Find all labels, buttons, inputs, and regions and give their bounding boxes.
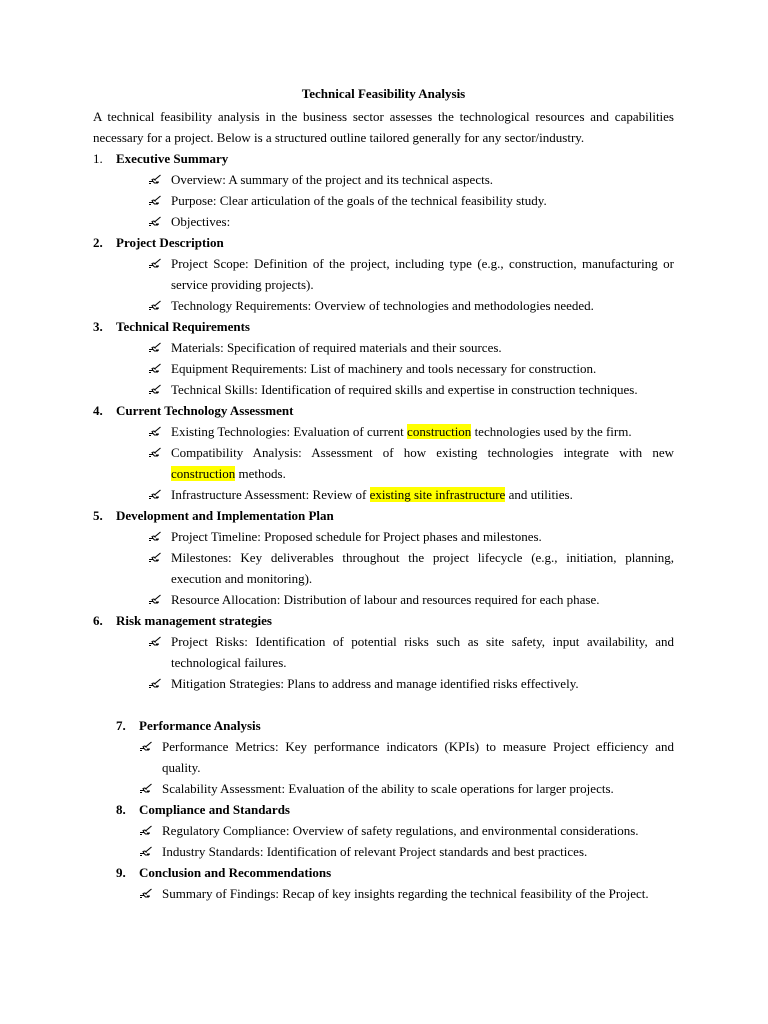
writing-hand-icon bbox=[148, 421, 164, 442]
list-item bbox=[139, 736, 674, 778]
section-heading bbox=[116, 715, 674, 736]
item-text-pre: Existing Technologies: Evaluation of current bbox=[171, 424, 408, 439]
list-item bbox=[148, 379, 674, 400]
list-item bbox=[148, 337, 674, 358]
section-number: 6. bbox=[93, 613, 103, 628]
section-number: 2. bbox=[93, 235, 103, 250]
writing-hand-icon bbox=[148, 358, 164, 379]
writing-hand-icon bbox=[139, 820, 155, 841]
section-executive-summary bbox=[93, 148, 674, 232]
section-number: 3. bbox=[93, 319, 103, 334]
bullet-list bbox=[148, 253, 674, 316]
section-number: 4. bbox=[93, 403, 103, 418]
list-item bbox=[148, 169, 674, 190]
section-performance-analysis bbox=[116, 715, 674, 799]
writing-hand-icon bbox=[148, 379, 164, 400]
list-item bbox=[139, 820, 674, 841]
item-text: Regulatory Compliance: Overview of safety regulations, and environmental considerations. bbox=[162, 823, 639, 838]
list-item bbox=[148, 526, 674, 547]
list-item bbox=[148, 190, 674, 211]
item-text: Project Timeline: Proposed schedule for Project phases and milestones. bbox=[171, 529, 542, 544]
list-item bbox=[148, 358, 674, 379]
writing-hand-icon bbox=[148, 631, 164, 652]
section-title: Current Technology Assessment bbox=[116, 403, 294, 418]
writing-hand-icon bbox=[148, 211, 164, 232]
writing-hand-icon bbox=[148, 589, 164, 610]
section-number: 1. bbox=[93, 151, 103, 166]
section-current-technology-assessment bbox=[93, 400, 674, 505]
list-item bbox=[148, 547, 674, 589]
item-text: Technology Requirements: Overview of technologies and methodologies needed. bbox=[171, 298, 594, 313]
section-number: 7. bbox=[116, 718, 126, 733]
item-text-pre: Compatibility Analysis: Assessment of how existing technologies integrate with new bbox=[171, 445, 674, 460]
bullet-list bbox=[148, 526, 674, 610]
writing-hand-icon bbox=[139, 736, 155, 757]
item-text: Technical Skills: Identification of required skills and expertise in construction techniques. bbox=[171, 382, 638, 397]
list-item bbox=[148, 442, 674, 484]
highlighted-text: existing site infrastructure bbox=[369, 487, 506, 502]
section-title: Risk management strategies bbox=[116, 613, 272, 628]
item-text: Performance Metrics: Key performance indicators (KPIs) to measure Project efficiency and quality. bbox=[162, 739, 674, 775]
intro-paragraph: A technical feasibility analysis in the business sector assesses the technological resources and capabilities necessary for a project. Below is a structured outline tailored generally for any sector/industry. bbox=[93, 109, 674, 145]
section-number: 8. bbox=[116, 802, 126, 817]
item-text: Overview: A summary of the project and its technical aspects. bbox=[171, 172, 494, 187]
section-heading bbox=[116, 862, 674, 883]
writing-hand-icon bbox=[148, 547, 164, 568]
section-heading bbox=[93, 148, 674, 169]
list-item bbox=[148, 253, 674, 295]
bullet-list bbox=[148, 337, 674, 400]
item-text: Resource Allocation: Distribution of labour and resources required for each phase. bbox=[171, 592, 600, 607]
bullet-list bbox=[139, 820, 674, 862]
item-text: Project Risks: Identification of potential risks such as site safety, input availability, and technological failures. bbox=[171, 634, 674, 670]
writing-hand-icon bbox=[148, 190, 164, 211]
section-heading bbox=[93, 610, 674, 631]
section-title: Project Description bbox=[116, 235, 224, 250]
document-title: Technical Feasibility Analysis bbox=[301, 86, 466, 101]
writing-hand-icon bbox=[148, 484, 164, 505]
writing-hand-icon bbox=[148, 295, 164, 316]
highlighted-text: construction bbox=[407, 424, 472, 439]
item-text: Purpose: Clear articulation of the goals of the technical feasibility study. bbox=[171, 193, 547, 208]
item-text: Objectives: bbox=[171, 214, 231, 229]
bullet-list bbox=[139, 736, 674, 799]
item-text-pre: Infrastructure Assessment: Review of bbox=[171, 487, 370, 502]
section-risk-management bbox=[93, 610, 674, 694]
section-title: Conclusion and Recommendations bbox=[139, 865, 332, 880]
highlighted-text: construction bbox=[171, 466, 236, 481]
bullet-list bbox=[148, 421, 674, 505]
writing-hand-icon bbox=[148, 337, 164, 358]
list-item bbox=[148, 211, 674, 232]
list-item bbox=[139, 841, 674, 862]
list-item bbox=[148, 295, 674, 316]
list-item bbox=[148, 589, 674, 610]
bullet-list bbox=[139, 883, 674, 904]
writing-hand-icon bbox=[148, 442, 164, 463]
list-item bbox=[148, 673, 674, 694]
list-item bbox=[148, 421, 674, 442]
section-number: 5. bbox=[93, 508, 103, 523]
section-heading bbox=[116, 799, 674, 820]
section-development-implementation-plan bbox=[93, 505, 674, 610]
list-item bbox=[139, 778, 674, 799]
writing-hand-icon bbox=[148, 253, 164, 274]
section-compliance-standards bbox=[116, 799, 674, 862]
list-item bbox=[139, 883, 674, 904]
section-title: Compliance and Standards bbox=[139, 802, 290, 817]
section-title: Development and Implementation Plan bbox=[116, 508, 334, 523]
bullet-list bbox=[148, 169, 674, 232]
writing-hand-icon bbox=[148, 673, 164, 694]
item-text: Materials: Specification of required materials and their sources. bbox=[171, 340, 502, 355]
section-title: Performance Analysis bbox=[139, 718, 261, 733]
section-technical-requirements bbox=[93, 316, 674, 400]
item-text: Industry Standards: Identification of relevant Project standards and best practices. bbox=[162, 844, 588, 859]
item-text: Milestones: Key deliverables throughout the project lifecycle (e.g., initiation, planning, execution and monitoring). bbox=[171, 550, 674, 586]
section-project-description bbox=[93, 232, 674, 316]
writing-hand-icon bbox=[139, 778, 155, 799]
item-text: Equipment Requirements: List of machinery and tools necessary for construction. bbox=[171, 361, 597, 376]
item-text-post: technologies used by the firm. bbox=[471, 424, 632, 439]
section-heading bbox=[93, 316, 674, 337]
section-heading bbox=[93, 505, 674, 526]
writing-hand-icon bbox=[139, 841, 155, 862]
item-text: Project Scope: Definition of the project, including type (e.g., construction, manufacturing or service providing projects). bbox=[171, 256, 674, 292]
section-heading bbox=[93, 232, 674, 253]
section-title: Technical Requirements bbox=[116, 319, 250, 334]
item-text: Mitigation Strategies: Plans to address and manage identified risks effectively. bbox=[171, 676, 579, 691]
section-conclusion-recommendations bbox=[116, 862, 674, 904]
writing-hand-icon bbox=[148, 169, 164, 190]
item-text-post: methods. bbox=[235, 466, 286, 481]
list-item bbox=[148, 631, 674, 673]
item-text-post: and utilities. bbox=[505, 487, 573, 502]
list-item bbox=[148, 484, 674, 505]
section-title: Executive Summary bbox=[116, 151, 229, 166]
section-number: 9. bbox=[116, 865, 126, 880]
item-text: Summary of Findings: Recap of key insights regarding the technical feasibility of the Project. bbox=[162, 886, 649, 901]
writing-hand-icon bbox=[148, 526, 164, 547]
writing-hand-icon bbox=[139, 883, 155, 904]
item-text: Scalability Assessment: Evaluation of the ability to scale operations for larger projects. bbox=[162, 781, 614, 796]
bullet-list bbox=[148, 631, 674, 694]
section-heading bbox=[93, 400, 674, 421]
